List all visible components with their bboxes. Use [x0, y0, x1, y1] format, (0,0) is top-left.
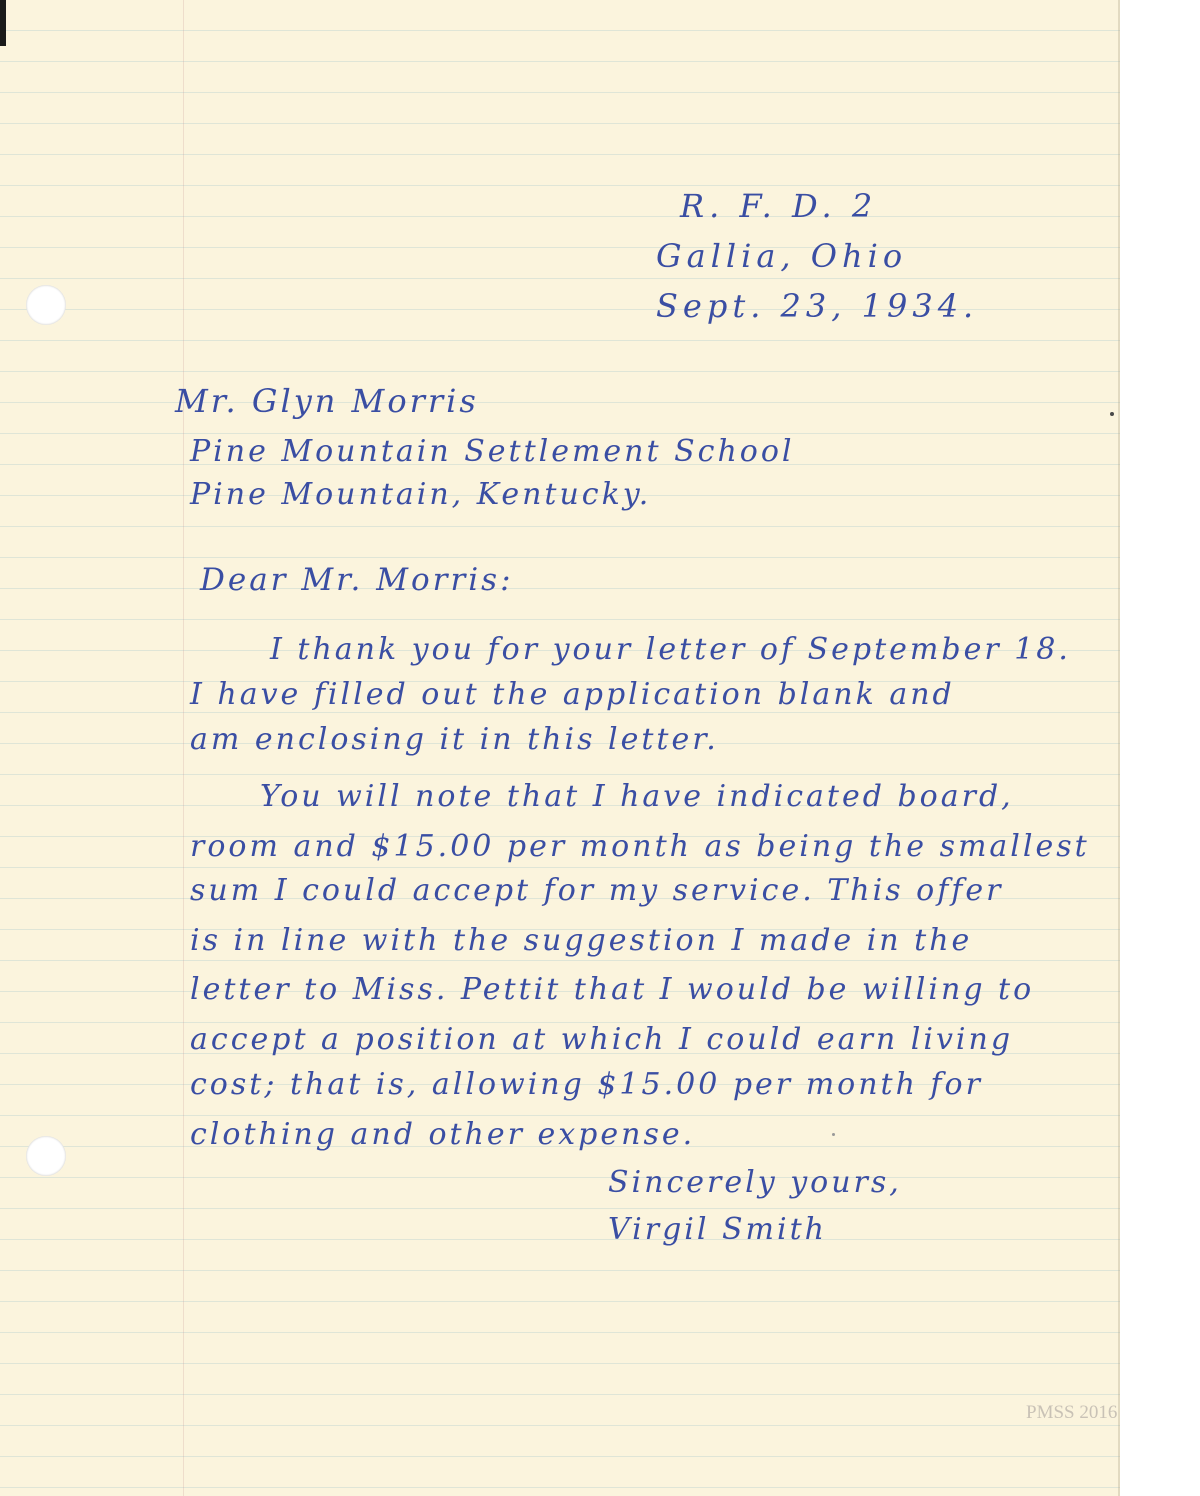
body-line: am enclosing it in this letter. [190, 722, 719, 757]
address-line: R. F. D. 2 [680, 187, 878, 225]
archive-stamp: PMSS 2016 [1026, 1402, 1118, 1423]
body-line: I thank you for your letter of September 18. [270, 632, 1071, 667]
body-line: clothing and other expense. [190, 1117, 696, 1152]
margin-line [183, 0, 184, 1496]
punch-hole-bottom [26, 1136, 66, 1176]
body-line: letter to Miss. Pettit that I would be willing to [190, 972, 1035, 1007]
recipient-line: Pine Mountain, Kentucky. [190, 477, 652, 512]
paper-speck [832, 1133, 835, 1136]
closing: Sincerely yours, [608, 1165, 902, 1200]
scan-edge-mark [0, 0, 6, 46]
body-line: I have filled out the application blank and [190, 677, 955, 712]
recipient-line: Pine Mountain Settlement School [190, 434, 795, 469]
body-line: accept a position at which I could earn living [190, 1022, 1014, 1057]
salutation: Dear Mr. Morris: [200, 562, 514, 598]
paper-speck [1110, 412, 1114, 416]
body-line: is in line with the suggestion I made in the [190, 923, 973, 958]
signature: Virgil Smith [608, 1212, 827, 1247]
body-line: You will note that I have indicated board, [260, 779, 1014, 814]
date-line: Sept. 23, 1934. [656, 287, 979, 325]
body-line: cost; that is, allowing $15.00 per month for [190, 1067, 983, 1102]
body-line: sum I could accept for my service. This offer [190, 873, 1004, 908]
recipient-name: Mr. Glyn Morris [175, 382, 479, 420]
punch-hole-top [26, 285, 66, 325]
address-line: Gallia, Ohio [656, 237, 908, 275]
body-line: room and $15.00 per month as being the smallest [190, 829, 1090, 864]
